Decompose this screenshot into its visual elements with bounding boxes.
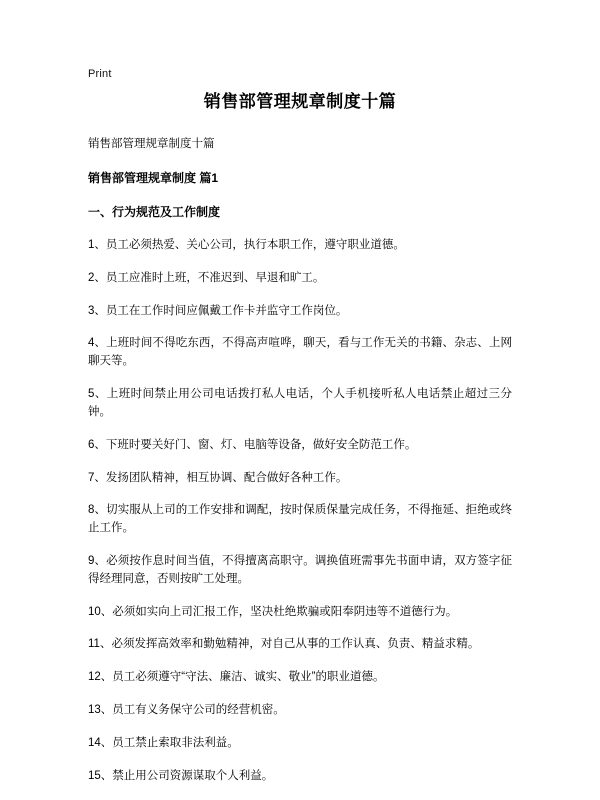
- list-item: 11、必须发挥高效率和勤勉精神，对自己从事的工作认真、负责、精益求精。: [88, 638, 480, 651]
- list-item: 12、员工必须遵守“守法、廉洁、诚实、敬业”的职业道德。: [88, 671, 385, 684]
- list-item: 2、员工应准时上班，不准迟到、早退和旷工。: [88, 271, 325, 284]
- list-item: 10、必须如实向上司汇报工作，坚决杜绝欺骗或阳奉阴违等不道德行为。: [88, 605, 458, 618]
- list-item: 9、必须按作息时间当值，不得擅离高职守。调换值班需事先书面申请，双方签字征得经理同意，否则按旷工处理。: [88, 554, 512, 585]
- list-item: 14、员工禁止索取非法利益。: [88, 736, 239, 749]
- print-button[interactable]: Print: [88, 68, 112, 80]
- chapter-heading: 销售部管理规章制度 篇1: [88, 171, 219, 186]
- list-item: 13、员工有义务保守公司的经营机密。: [88, 704, 285, 717]
- page-title: 销售部管理规章制度十篇: [203, 92, 397, 111]
- list-item: 8、切实服从上司的工作安排和调配，按时保质保量完成任务，不得拖延、拒绝或终止工作。: [88, 504, 512, 535]
- list-item: 1、员工必须热爱、关心公司，执行本职工作，遵守职业道德。: [88, 239, 405, 252]
- document-content: [88, 90, 512, 800]
- list-item: 15、禁止用公司资源谋取个人利益。: [88, 769, 274, 782]
- section-heading: 一、行为规范及工作制度: [88, 205, 221, 220]
- list-item: 4、上班时间不得吃东西，不得高声喧哗，聊天，看与工作无关的书籍、杂志、上网聊天等。: [88, 337, 512, 368]
- list-item: 7、发扬团队精神，相互协调、配合做好各种工作。: [88, 471, 348, 484]
- list-item: 5、上班时间禁止用公司电话拨打私人电话，个人手机接听私人电话禁止超过三分钟。: [88, 388, 512, 418]
- list-item: 3、员工在工作时间应佩戴工作卡并监守工作岗位。: [88, 304, 348, 317]
- document-subtitle: 销售部管理规章制度十篇: [88, 137, 215, 150]
- list-item: 6、下班时要关好门、窗、灯、电脑等设备，做好安全防范工作。: [88, 438, 417, 451]
